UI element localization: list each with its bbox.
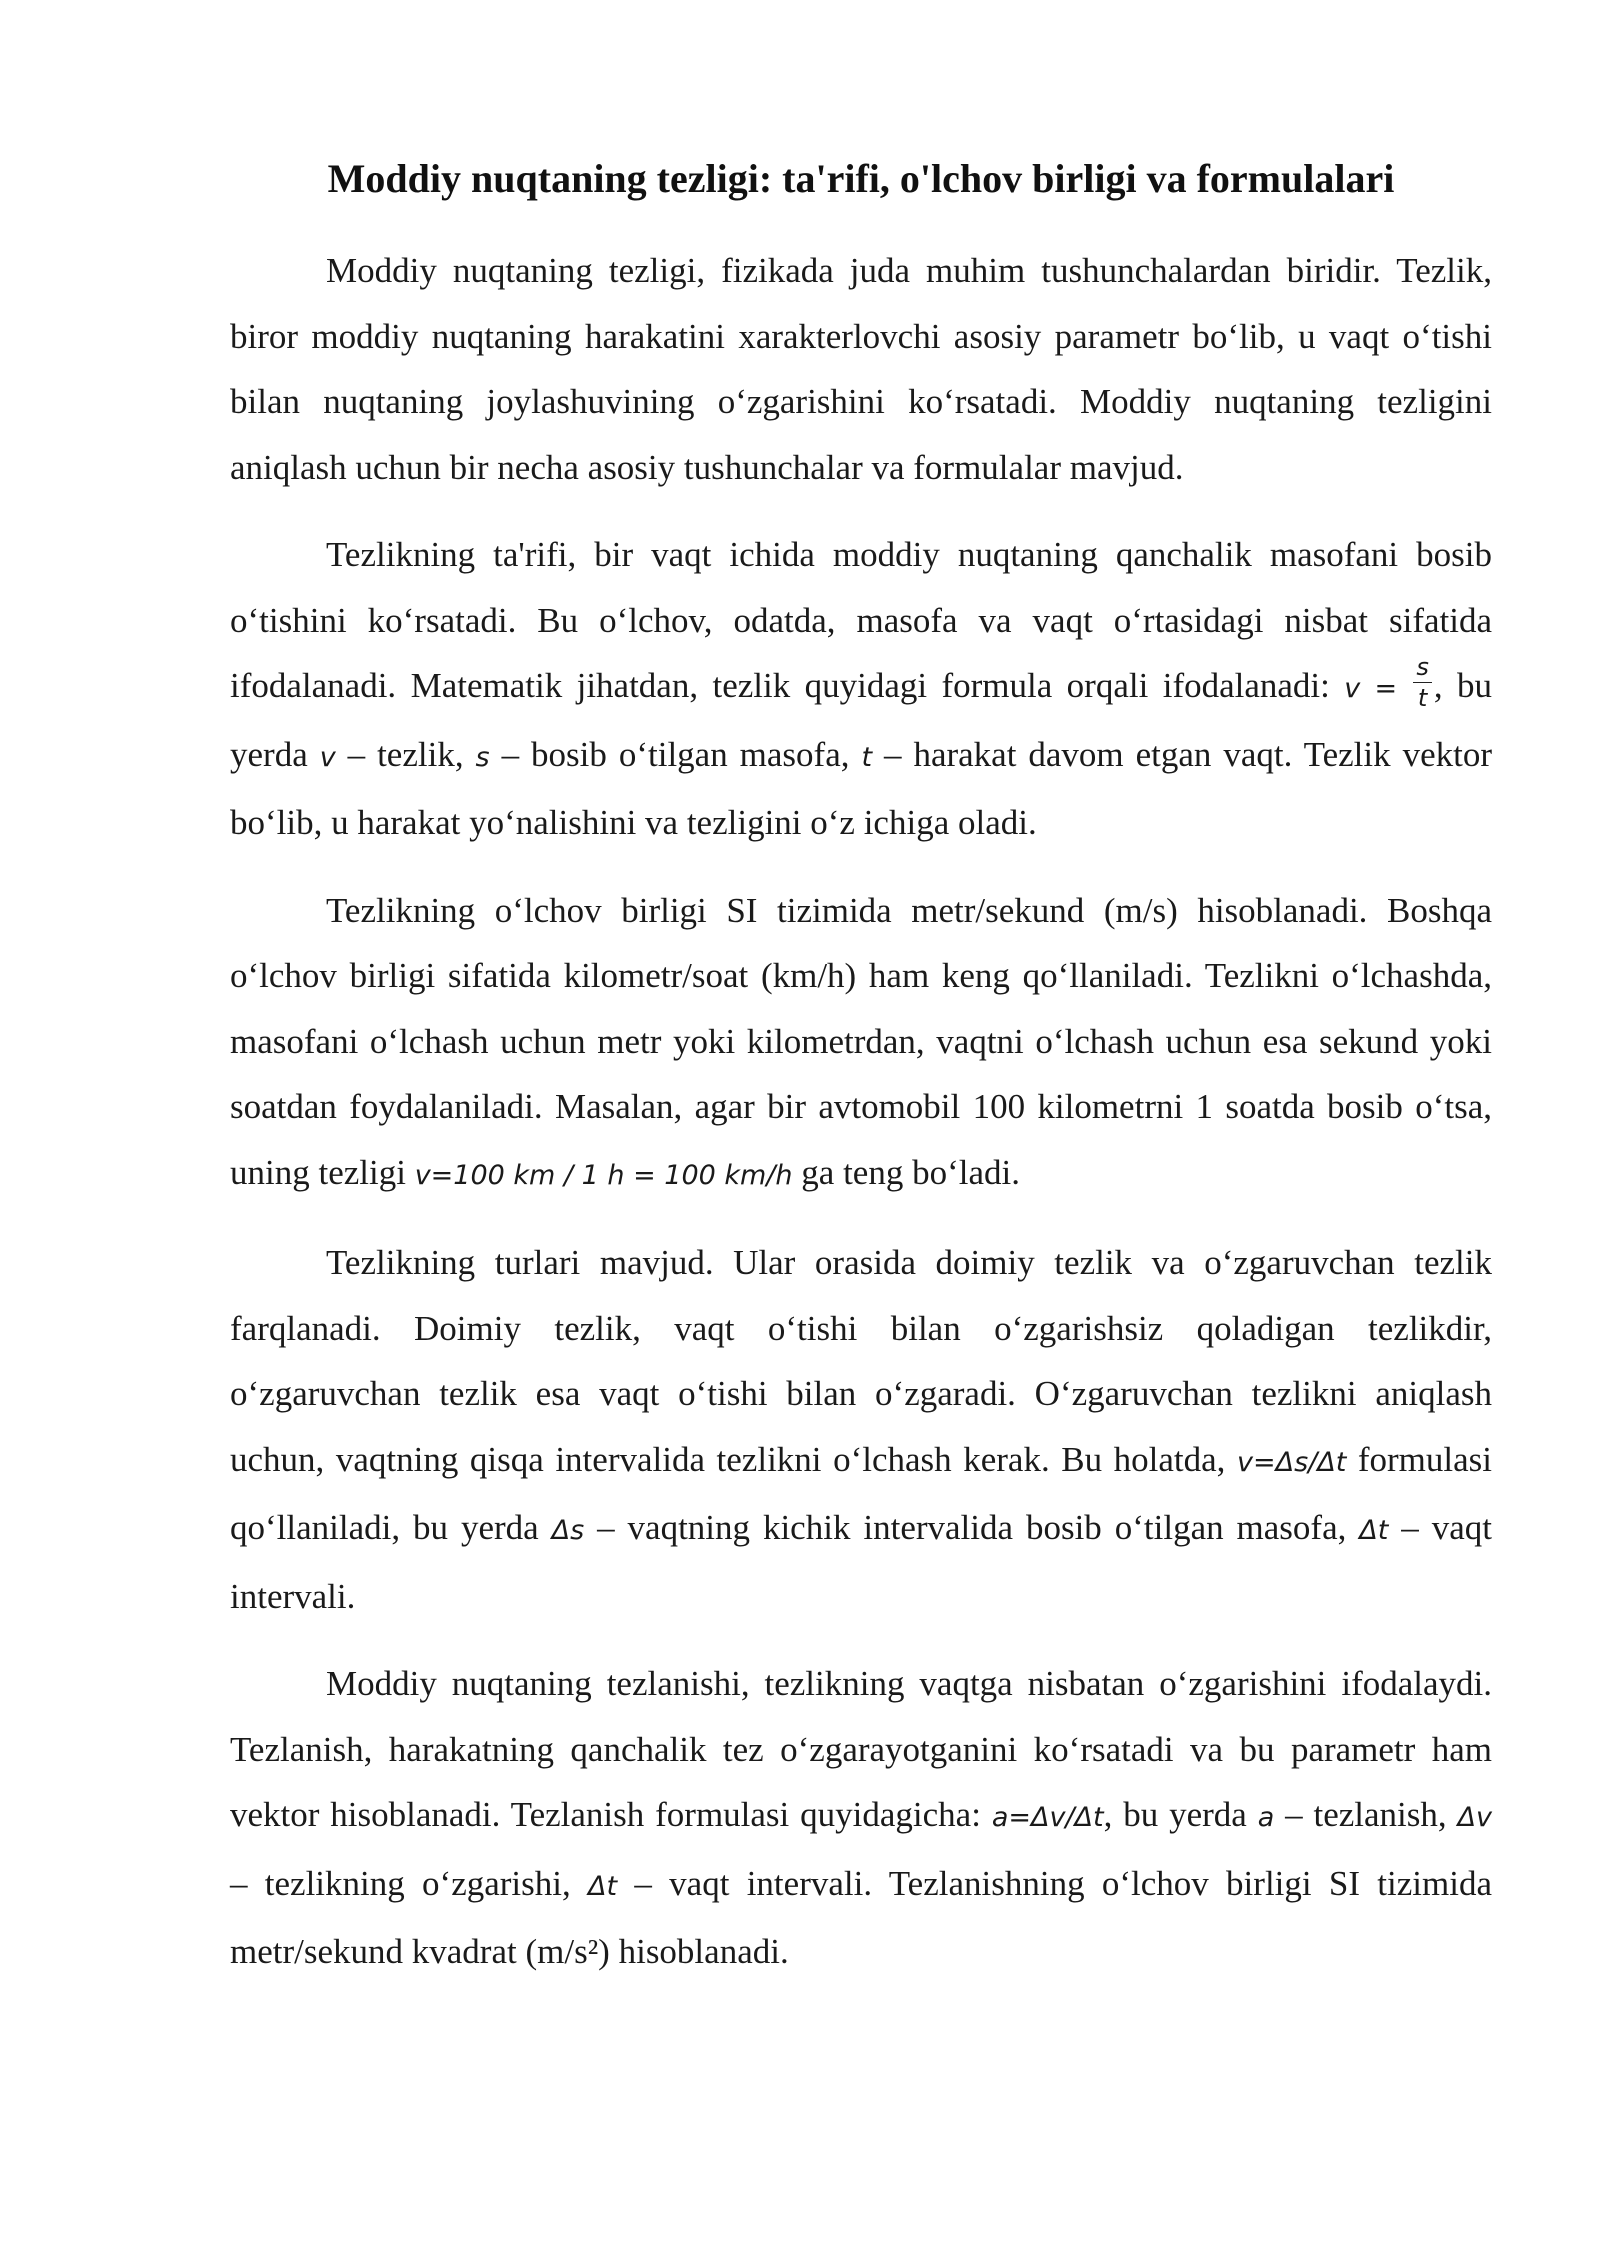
text-run: – harakat davom etgan vaqt. Tezlik vektor bo‘lib, u harakat yo‘nalishini va tezligini o‘z ichiga oladi.	[230, 734, 1493, 842]
formula-example-speed: v=100 km / 1 h = 100 km/h	[414, 1159, 793, 1191]
fraction-denominator: t	[1417, 684, 1428, 713]
symbol-t: t	[861, 741, 873, 773]
text-run: – tezlikning o‘zgarishi,	[230, 1863, 589, 1903]
text-run: ga teng bo‘ladi.	[792, 1152, 1020, 1192]
text-run: – vaqt intervali. Tezlanishning o‘lchov birligi SI tizimida metr/sekund kvadrat (m/s²) hisoblanadi.	[230, 1863, 1492, 1971]
paragraph-definition	[230, 522, 1492, 856]
symbol-delta-s: Δs	[551, 1515, 585, 1546]
text-run: , bu yerda	[1103, 1795, 1258, 1834]
document-page	[230, 150, 1492, 2007]
text-run: – tezlanish,	[1274, 1795, 1458, 1834]
text-run: Tezlikning turlari mavjud. Ular orasida doimiy tezlik va o‘zgaruvchan tezlik farqlanadi. Doimiy tezlik, vaqt o‘tishi bilan o‘zgarishsiz qoladigan tezlikdir, o‘zgaruvchan tezlik esa vaqt o‘tishi bilan o‘zgaradi. O‘zgaruvchan tezlikni aniqlash uchun, vaqtning qisqa intervalida tezlikni o‘lchash kerak. Bu holatda,	[230, 1243, 1492, 1479]
formula-instant-speed: v=Δs/Δt	[1237, 1446, 1347, 1478]
symbol-delta-v: Δv	[1457, 1802, 1492, 1833]
text-run: – vaqt intervali.	[230, 1508, 1492, 1616]
symbol-delta-t: Δt	[1359, 1515, 1389, 1546]
text-run: Moddiy nuqtaning tezlanishi, tezlikning vaqtga nisbatan o‘zgarishini ifodalaydi. Tezlanish, harakatning qanchalik tez o‘zgarayotganini ko‘rsatadi va bu parametr ham vektor hisoblanadi. Tezlanish formulasi quyidagicha:	[230, 1664, 1492, 1834]
paragraph-intro: Moddiy nuqtaning tezligi, fizikada juda muhim tushunchalardan biridir. Tezlik, biror moddiy nuqtaning harakatini xarakterlovchi asosiy parametr bo‘lib, u vaqt o‘tishi bilan nuqtaning joylashuvining o‘zgarishini ko‘rsatadi. Moddiy nuqtaning tezligini aniqlash uchun bir necha asosiy tushunchalar va formulalar mavjud.	[230, 251, 1492, 487]
text-run: – bosib o‘tilgan masofa,	[489, 734, 862, 774]
symbol-s: s	[475, 741, 490, 773]
text-run: Tezlikning o‘lchov birligi SI tizimida metr/sekund (m/s) hisoblanadi. Boshqa o‘lchov birligi sifatida kilometr/soat (km/h) ham keng qo‘llaniladi. Tezlikni o‘lchashda, masofani o‘lchash uchun metr yoki kilometrdan, vaqtni o‘lchash uchun esa sekund yoki soatdan foydalaniladi. Masalan, agar bir avtomobil 100 kilometrni 1 soatda bosib o‘tsa, uning tezligi	[230, 890, 1492, 1192]
fraction-numerator: s	[1413, 652, 1432, 683]
formula-acceleration: a=Δv/Δt	[991, 1802, 1104, 1833]
symbol-delta-t: Δt	[588, 1870, 618, 1902]
text-run: Tezlikning ta'rifi, bir vaqt ichida moddiy nuqtaning qanchalik masofani bosib o‘tishini ko‘rsatadi. Bu o‘lchov, odatda, masofa va vaqt o‘rtasidagi nisbat sifatida ifodalanadi. Matematik jihatdan, tezlik quyidagi formula orqali ifodalanadi:	[230, 535, 1492, 705]
paragraph-acceleration	[230, 1651, 1492, 1985]
text-run: formulasi qo‘llaniladi, bu yerda	[230, 1439, 1492, 1547]
text-run: , bu yerda	[230, 666, 1492, 774]
text-run: – vaqtning kichik intervalida bosib o‘tilgan masofa,	[584, 1508, 1360, 1547]
symbol-v: v	[319, 741, 336, 773]
symbol-a: a	[1257, 1802, 1275, 1833]
paragraph-types	[230, 1230, 1492, 1629]
formula-velocity-fraction	[1413, 652, 1432, 713]
document-title: Moddiy nuqtaning tezligi: ta'rifi, o'lchov birligi va formulalari	[327, 156, 1395, 201]
formula-velocity-lhs: v =	[1344, 673, 1412, 704]
text-run: – tezlik,	[335, 734, 476, 774]
paragraph-units	[230, 878, 1492, 1209]
